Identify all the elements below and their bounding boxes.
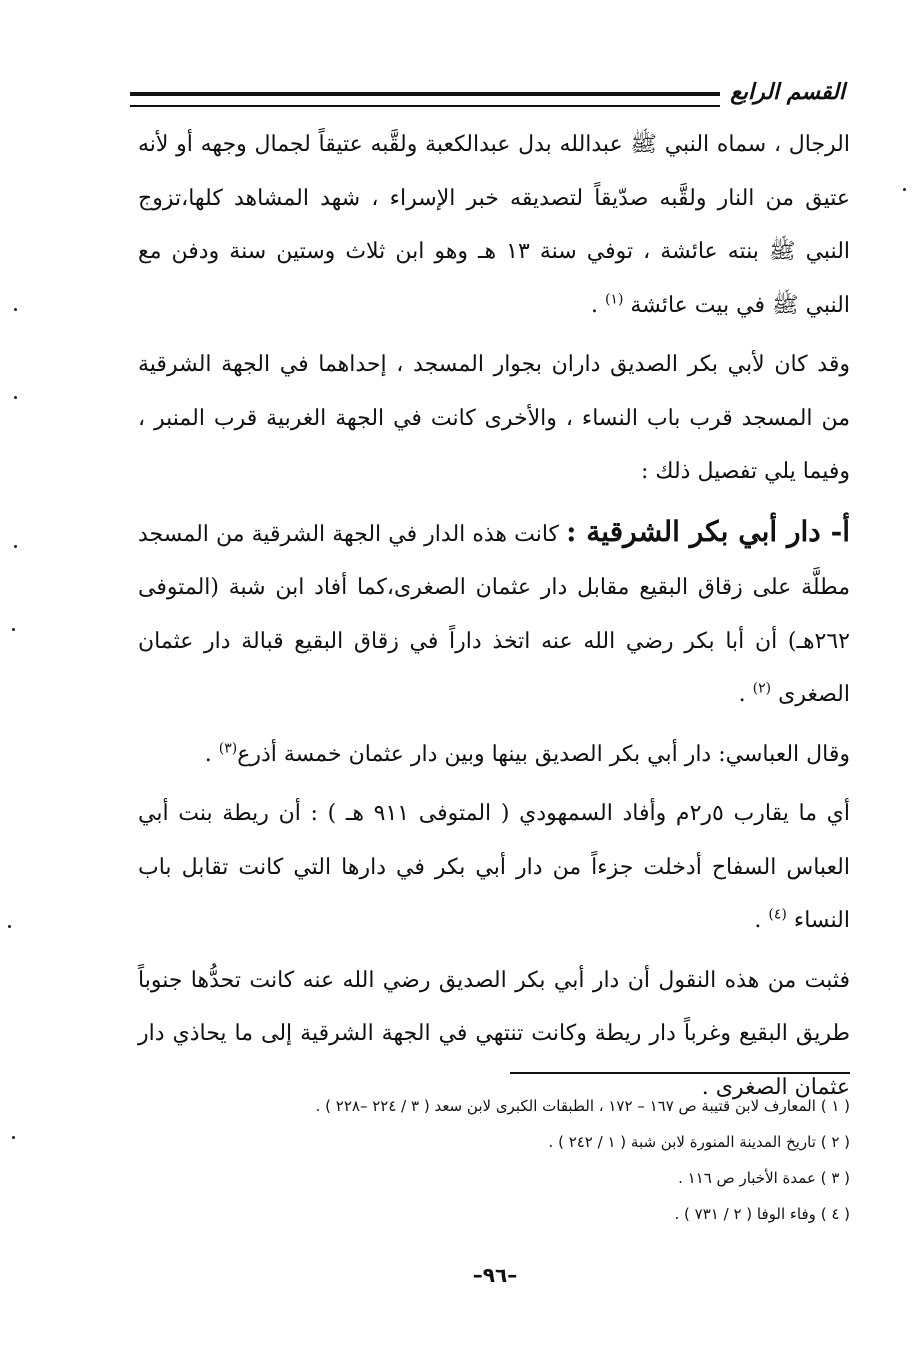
scan-speck	[12, 1136, 15, 1139]
paragraph: الرجال ، سماه النبي ﷺ عبدالله بدل عبدالكعبة ولقَّبه عتيقاً لجمال وجهه أو لأنه عتيق من النار ولقَّبه صدّيقاً لتصديقه خبر الإسراء ، شهد المشاهد كلها،تزوج النبي ﷺ بنته عائشة ، توفي سنة ١٣ هـ وهو ابن ثلاث وستين سنة ودفن مع النبي ﷺ في بيت عائشة $^{(١)}$ .	[138, 132, 851, 318]
footnote: ( ٤ ) وفاء الوفا ( ٢ / ٧٣١ ) .	[674, 1205, 850, 1223]
header-title: القسم الرابع	[720, 78, 845, 108]
footnotes	[190, 1088, 850, 1232]
footnote-ref: (٣)	[218, 740, 238, 757]
footnote: ( ٢ ) تاريخ المدينة المنورة لابن شبة ( ١ / ٢٤٢ ) .	[548, 1133, 850, 1151]
scan-speck	[14, 545, 17, 548]
scan-speck	[14, 308, 17, 311]
scan-speck	[12, 628, 15, 631]
paragraph: وقال العباسي: دار أبي بكر الصديق بينها وبين دار عثمان خمسة أذرع$^{(٣)}$ .	[204, 740, 850, 767]
body-text	[138, 118, 850, 1114]
paragraph: وقد كان لأبي بكر الصديق داران بجوار المسجد ، إحداهما في الجهة الشرقية من المسجد قرب باب النساء ، والأخرى كانت في الجهة الغربية قرب المنبر ، وفيما يلي تفصيل ذلك :	[138, 352, 850, 484]
paragraph: أ- دار أبي بكر الشرقية : كانت هذه الدار في الجهة الشرقية من المسجد مطلَّة على زقاق البقيع مقابل دار عثمان الصغرى،كما أفاد ابن شبة (المتوفى ٢٦٢هـ) أن أبا بكر رضي الله عنه اتخذ داراً في زقاق البقيع قبالة دار عثمان الصغرى $^{(٢)}$ .	[138, 514, 851, 707]
paragraph: فثبت من هذه النقول أن دار أبي بكر الصديق رضي الله عنه كانت تحدُّها جنوباً طريق البقيع وغرباً دار ريطة وكانت تنتهي في الجهة الشرقية إلى ما يحاذي دار عثمان الصغرى .	[138, 967, 850, 1100]
footnote: ( ٣ ) عمدة الأخبار ص ١١٦ .	[678, 1169, 850, 1187]
scan-speck	[8, 925, 11, 928]
footnote-rule	[510, 1072, 850, 1074]
scan-speck	[903, 188, 906, 191]
footnote-ref: (١)	[604, 291, 624, 308]
header-rule	[130, 92, 727, 107]
footnote: ( ١ ) المعارف لابن قتيبة ص ١٦٧ – ١٧٢ ، الطبقات الكبرى لابن سعد ( ٣ / ٢٢٤ –٢٢٨ ) .	[315, 1097, 850, 1115]
footnote-ref: (٢)	[752, 680, 772, 697]
scan-speck	[14, 396, 17, 399]
paragraph: أي ما يقارب ٥ر٢م وأفاد السمهودي ( المتوفى ٩١١ هـ ) : أن ريطة بنت أبي العباس السفاح أدخلت جزءاً من دار أبي بكر في دارها التي كانت تقابل باب النساء $^{(٤)}$ .	[138, 801, 851, 933]
footnote-ref: (٤)	[768, 906, 787, 923]
section-heading: أ- دار أبي بكر الشرقية :	[566, 514, 851, 548]
running-header	[130, 78, 845, 108]
page-number: –٩٦–	[472, 1263, 518, 1287]
